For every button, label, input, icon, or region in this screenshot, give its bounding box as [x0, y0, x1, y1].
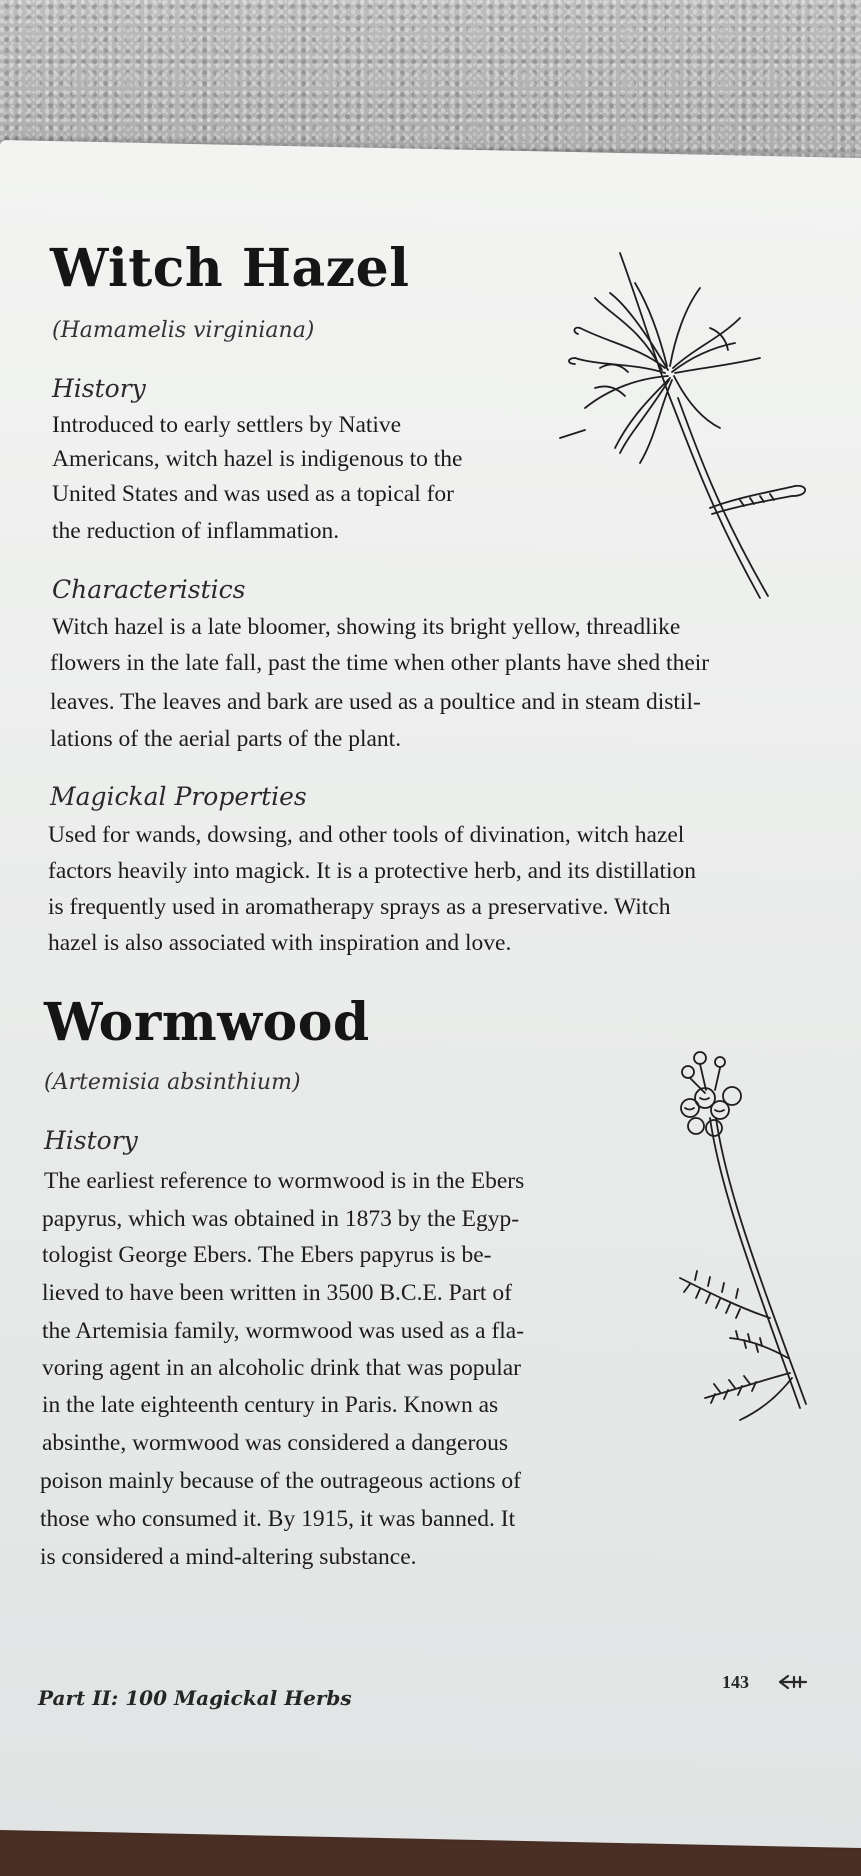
wormwood-history-line: lieved to have been written in 3500 B.C.E. Part of: [42, 1280, 512, 1306]
wormwood-history-line: the Artemisia family, wormwood was used as a fla-: [42, 1318, 525, 1344]
witch-hazel-characteristics-line: leaves. The leaves and bark are used as a poultice and in steam distil-: [50, 689, 701, 715]
witch-hazel-magickal-line: factors heavily into magick. It is a protective herb, and its distillation: [48, 858, 697, 884]
wormwood-title: Wormwood: [44, 992, 370, 1053]
page-arrow-icon: [776, 1672, 810, 1692]
witch-hazel-history-line: United States and was used as a topical for: [52, 481, 455, 507]
wormwood-latin-name: (Artemisia absinthium): [44, 1070, 301, 1095]
witch-hazel-characteristics-heading: Characteristics: [52, 575, 246, 604]
footer-part-label: Part II: 100 Magickal Herbs: [38, 1686, 352, 1710]
wormwood-history-line: The earliest reference to wormwood is in the Ebers: [44, 1168, 525, 1194]
witch-hazel-history-line: the reduction of inflammation.: [52, 518, 340, 544]
witch-hazel-title: Witch Hazel: [50, 238, 410, 299]
witch-hazel-history-heading: History: [52, 374, 146, 403]
witch-hazel-history-line: Introduced to early settlers by Native: [52, 412, 402, 438]
witch-hazel-magickal-heading: Magickal Properties: [50, 782, 307, 811]
wormwood-history-line: is considered a mind-altering substance.: [40, 1544, 417, 1570]
wormwood-history-line: those who consumed it. By 1915, it was banned. It: [40, 1506, 516, 1532]
wormwood-history-line: papyrus, which was obtained in 1873 by the Egyp-: [42, 1206, 520, 1232]
witch-hazel-history-line: Americans, witch hazel is indigenous to the: [52, 446, 463, 472]
wormwood-history-line: tologist George Ebers. The Ebers papyrus is be-: [42, 1242, 492, 1268]
wormwood-sprig-illustration: [660, 1048, 820, 1428]
witch-hazel-magickal-line: is frequently used in aromatherapy sprays as a preservative. Witch: [48, 894, 671, 920]
wormwood-history-heading: History: [44, 1126, 138, 1155]
wormwood-history-line: poison mainly because of the outrageous actions of: [40, 1468, 521, 1494]
witch-hazel-characteristics-line: flowers in the late fall, past the time when other plants have shed their: [50, 650, 710, 676]
page-number: 143: [722, 1672, 749, 1692]
witch-hazel-characteristics-line: lations of the aerial parts of the plant.: [50, 726, 402, 752]
witch-hazel-magickal-line: hazel is also associated with inspiration and love.: [48, 930, 512, 956]
wormwood-history-line: in the late eighteenth century in Paris. Known as: [42, 1392, 499, 1418]
witch-hazel-magickal-line: Used for wands, dowsing, and other tools of divination, witch hazel: [48, 822, 685, 848]
witch-hazel-characteristics-line: Witch hazel is a late bloomer, showing its bright yellow, threadlike: [52, 614, 681, 640]
wormwood-history-line: voring agent in an alcoholic drink that was popular: [42, 1355, 522, 1381]
witch-hazel-flower-illustration: [560, 248, 820, 608]
wormwood-history-line: absinthe, wormwood was considered a dangerous: [42, 1430, 508, 1456]
witch-hazel-latin-name: (Hamamelis virginiana): [52, 318, 315, 343]
